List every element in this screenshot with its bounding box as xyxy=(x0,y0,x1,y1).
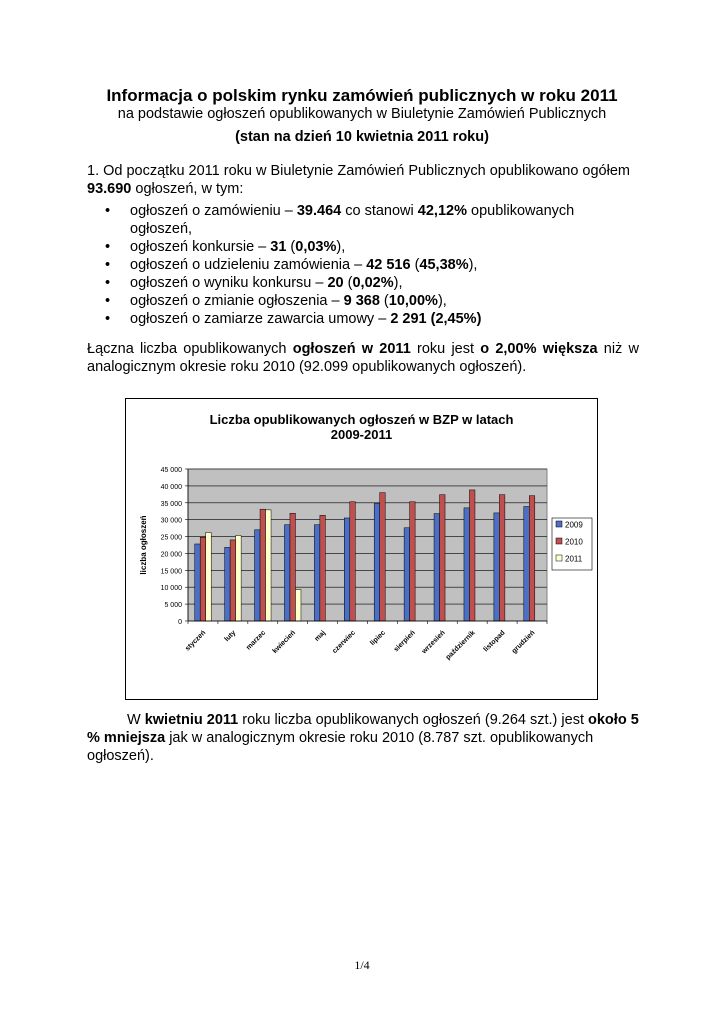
bar-2009-grudzień xyxy=(524,506,530,621)
list-item: • ogłoszeń o zamiarze zawarcia umowy – 2 291 (2,45%) xyxy=(105,311,482,327)
bar-2010-wrzesień xyxy=(440,495,446,621)
plot-area xyxy=(188,469,547,621)
legend-label-2010: 2010 xyxy=(565,537,583,547)
bar-2010-luty xyxy=(230,540,236,621)
bar-2009-październik xyxy=(464,508,470,621)
y-tick-label: 15 000 xyxy=(160,568,182,576)
y-tick-label: 40 000 xyxy=(160,483,182,491)
x-tick-label: listopad xyxy=(482,629,507,654)
x-tick-label: maj xyxy=(313,629,328,643)
x-tick-label: sierpień xyxy=(392,629,417,654)
bar-2009-marzec xyxy=(255,530,261,621)
bar-2010-marzec xyxy=(260,509,266,621)
y-tick-label: 20 000 xyxy=(160,551,182,559)
y-tick-label: 35 000 xyxy=(160,500,182,508)
bar-2010-sierpień xyxy=(410,502,416,621)
bar-2009-listopad xyxy=(494,513,500,621)
intro-paragraph: 1. Od początku 2011 roku w Biuletynie Zamówień Publicznych opublikowano ogółem 93.690 ogłoszeń, w tym: xyxy=(87,163,630,197)
bar-2009-wrzesień xyxy=(434,514,440,621)
document-title: Informacja o polskim rynku zamówień publicznych w roku 2011 xyxy=(106,86,618,105)
bar-2009-styczeń xyxy=(195,544,201,621)
bar-2010-październik xyxy=(469,490,475,621)
legend-swatch-2011 xyxy=(556,555,562,561)
bar-2009-luty xyxy=(225,547,231,621)
y-tick-label: 25 000 xyxy=(160,534,182,542)
list-item: • ogłoszeń o wyniku konkursu – 20 (0,02%), xyxy=(105,275,403,291)
list-item: • ogłoszeń o zmianie ogłoszenia – 9 368 (10,00%), xyxy=(105,293,447,309)
x-tick-label: marzec xyxy=(245,629,268,652)
summary-paragraph: Łączna liczba opublikowanych ogłoszeń w 2011 roku jest o 2,00% większa niż w analogicznym okresie roku 2010 (92.099 opublikowanych ogłoszeń). xyxy=(87,341,639,375)
legend-label-2011: 2011 xyxy=(565,554,583,564)
y-tick-label: 30 000 xyxy=(160,517,182,525)
x-tick-label: grudzień xyxy=(510,629,537,656)
bar-2011-luty xyxy=(236,536,242,621)
document-subtitle: na podstawie ogłoszeń opublikowanych w Biuletynie Zamówień Publicznych xyxy=(117,106,607,122)
bar-2010-listopad xyxy=(499,495,505,621)
y-tick-label: 45 000 xyxy=(160,467,182,474)
date-note: (stan na dzień 10 kwietnia 2011 roku) xyxy=(235,129,489,145)
bar-2011-styczeń xyxy=(206,533,212,621)
bar-2010-czerwiec xyxy=(350,502,356,621)
x-tick-label: luty xyxy=(223,629,238,644)
bar-2010-styczeń xyxy=(200,537,206,621)
bar-2009-lipiec xyxy=(374,503,380,621)
chart-title: Liczba opublikowanych ogłoszeń w BZP w latach 2009-2011 xyxy=(209,412,514,442)
legend-label-2009: 2009 xyxy=(565,520,583,530)
page-number: 1/4 xyxy=(354,958,370,972)
list-item: • ogłoszeń o udzieleniu zamówienia – 42 516 (45,38%), xyxy=(105,257,478,273)
y-tick-label: 10 000 xyxy=(160,585,182,593)
list-item: • ogłoszeń o zamówieniu – 39.464 co stanowi 42,12% opublikowanych ogłoszeń, xyxy=(105,203,575,237)
x-tick-label: czerwiec xyxy=(331,629,357,656)
list-item: • ogłoszeń konkursie – 31 (0,03%), xyxy=(105,239,346,255)
bar-2009-czerwiec xyxy=(344,518,350,621)
bar-2010-lipiec xyxy=(380,493,386,621)
legend-swatch-2009 xyxy=(556,521,562,527)
x-tick-label: październik xyxy=(444,629,477,662)
x-tick-label: kwiecień xyxy=(271,629,298,656)
bar-2011-kwiecień xyxy=(295,590,301,621)
bar-2009-sierpień xyxy=(404,528,410,621)
x-tick-label: styczeń xyxy=(184,629,208,653)
y-tick-label: 5 000 xyxy=(164,602,182,610)
bar-2010-kwiecień xyxy=(290,513,296,621)
april-paragraph: W kwietniu 2011 roku liczba opublikowanych ogłoszeń (9.264 szt.) jest około 5 % mniejsza jak w analogicznym okresie roku 2010 (8.787 szt. opublikowanych ogłoszeń). xyxy=(87,712,639,764)
y-axis-title: liczba ogłoszeń xyxy=(139,515,148,575)
x-tick-label: wrzesień xyxy=(420,629,447,656)
bar-2010-maj xyxy=(320,515,326,621)
bar-2009-kwiecień xyxy=(284,525,290,621)
bar-2010-grudzień xyxy=(529,496,535,621)
legend-swatch-2010 xyxy=(556,538,562,544)
y-tick-label: 0 xyxy=(178,619,182,626)
bar-2009-maj xyxy=(314,525,320,621)
bar-2011-marzec xyxy=(266,510,272,621)
x-tick-label: lipiec xyxy=(369,629,387,648)
